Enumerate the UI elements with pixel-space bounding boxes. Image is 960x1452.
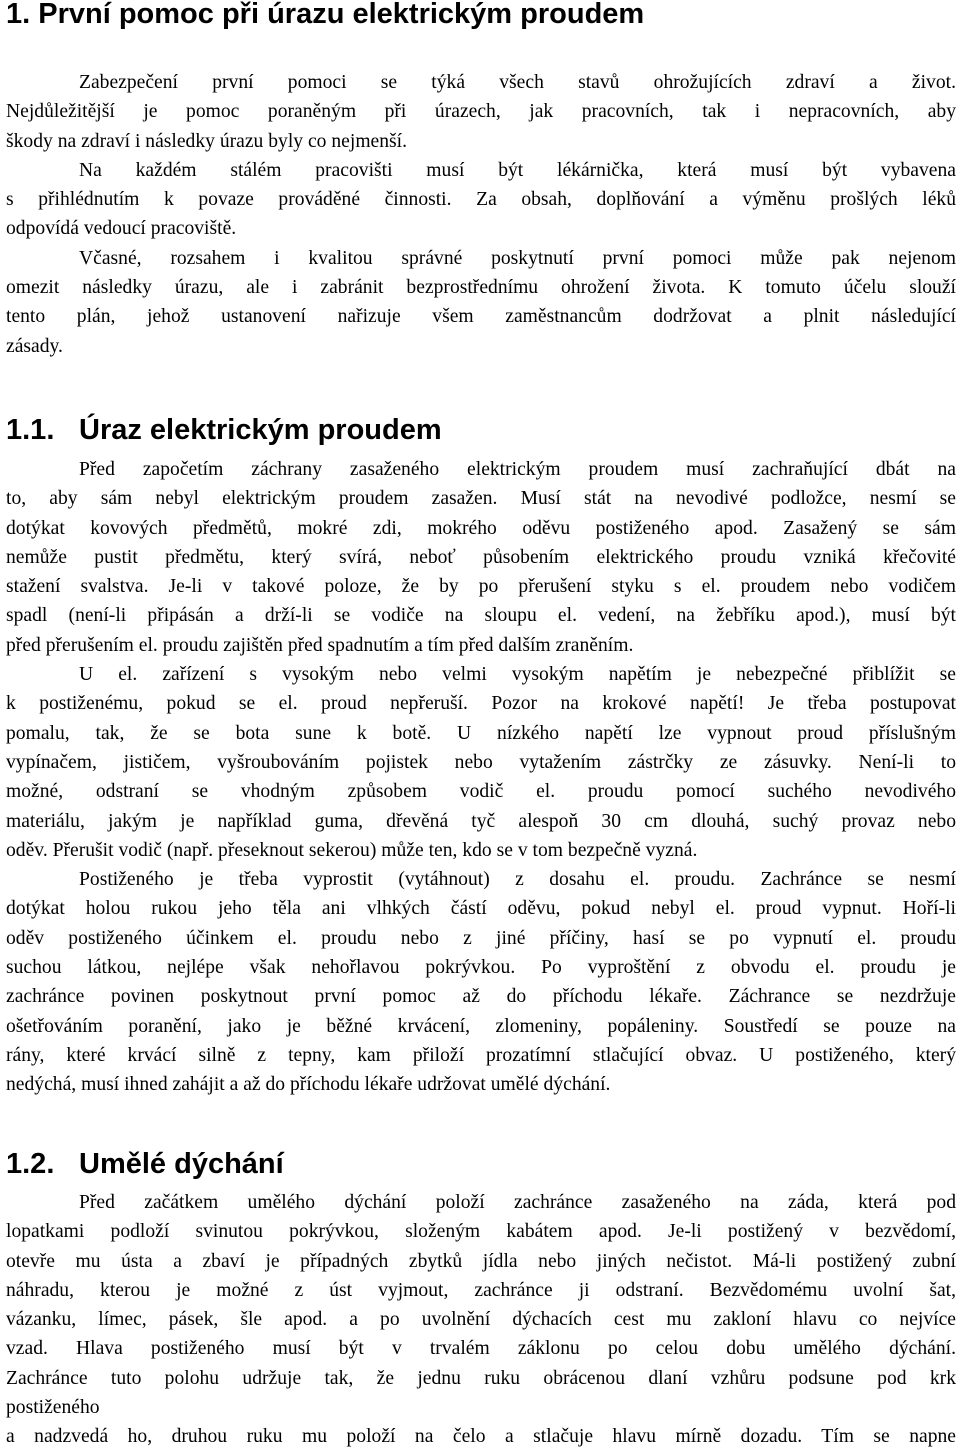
text-line: ošetřováním poranění, jako je běžné krvácení, zlomeniny, popáleniny. Soustředí se pouze na [6,1015,956,1037]
text-line: zásady. [6,335,63,357]
heading-1-2-title: Umělé dýchání [79,1148,284,1180]
text-line: zachránce povinen poskytnout první pomoc až do příchodu lékaře. Záchrance se nezdržuje [6,986,956,1008]
section-1-1-body [6,455,956,1100]
text-line: a nadzvedá ho, druhou ruku mu položí na čelo a stlačuje hlavu mírně dozadu. Tím se napne [6,1426,956,1448]
heading-1-2 [6,1144,284,1184]
text-line: U el. zařízení s vysokým nebo velmi vysokým napětím je nebezpečné přiblížit se [79,664,956,686]
text-line: dotýkat kovových předmětů, mokré zdi, mokrého oděvu postiženého apod. Zasažený se sám [6,517,956,539]
text-line: Nejdůležitější je pomoc poraněným při úrazech, jak pracovních, tak i nepracovních, aby [6,101,956,123]
text-line: Na každém stálém pracovišti musí být lékárnička, která musí být vybavena [79,159,956,181]
text-line: tento plán, jehož ustanovení nařizuje všem zaměstnancům dodržovat a plnit následující [6,306,956,328]
text-line: rány, které krvácí silně z tepny, kam přiloží prozatímní stlačující obvaz. U postiženého, který [6,1044,956,1066]
text-line: nedýchá, musí ihned zahájit a až do příchodu lékaře udržovat umělé dýchání. [6,1074,611,1096]
text-line: před přerušením el. proudu zajištěn před spadnutím a tím před dalším zraněním. [6,634,634,656]
text-line: suchou látkou, nejlépe však nehořlavou pokrývkou. Po vyproštění z obvodu el. proudu je [6,957,956,979]
text-line: Před započetím záchrany zasaženého elektrickým proudem musí zachraňující dbát na [79,459,956,480]
heading-1-title: První pomoc při úrazu elektrickým proudem [38,0,645,30]
heading-1-number: 1. [6,0,39,30]
text-line: odpovídá vedoucí pracoviště. [6,218,237,240]
text-line: otevře mu ústa a zbaví je případných zbytků jídla nebo jiných nečistot. Má-li postižený zubní [6,1250,956,1272]
text-line: oděv. Přerušit vodič (např. přeseknout sekerou) může ten, kdo se v tom bezpečně vyzná. [6,839,698,861]
text-line: oděv postiženého účinkem el. proudu nebo z jiné příčiny, hasí se po vypnutí el. proudu [6,927,956,949]
text-line: Před začátkem umělého dýchání položí zachránce zasaženého na záda, která pod [79,1192,956,1213]
text-line: omezit následky úrazu, ale i zabránit bezprostřednímu ohrožení života. K tomuto účelu slouží [6,277,956,299]
text-line: stažení svalstva. Je-li v takové poloze, že by po přerušení styku s el. proudem nebo vodičem [6,576,956,598]
text-line: k postiženému, pokud se el. proud nepřeruší. Pozor na krokové napětí! Je třeba postupovat [6,693,956,715]
text-line: škody na zdraví i následky úrazu byly co nejmenší. [6,130,408,152]
text-line: vzad. Hlava postiženého musí být v trvalém záklonu po celou dobu umělého dýchání. [6,1338,956,1360]
text-line: Včasné, rozsahem i kvalitou správné poskytnutí první pomoci může pak nejenom [79,247,956,269]
text-line: Zabezpečení první pomoci se týká všech stavů ohrožujících zdraví a život. [79,72,956,93]
section-1-2-body [6,1188,956,1452]
text-line: spadl (není-li připásán a drží-li se vodiče na sloupu el. vedení, na žebříku apod.), musí být [6,605,956,627]
heading-1-2-number: 1.2. [6,1148,55,1180]
text-line: Postiženého je třeba vyprostit (vytáhnout) z dosahu el. proudu. Zachránce se nesmí [79,869,956,891]
text-line: vypínačem, jističem, vyšroubováním pojistek nebo vytažením zástrčky ze zásuvky. Není-li to [6,751,956,773]
text-line: s přihlédnutím k povaze prováděné činnosti. Za obsah, doplňování a výměnu prošlých léků [6,189,956,211]
text-line: pomalu, tak, že se bota sune k botě. U nízkého napětí lze vypnout proud příslušným [6,722,956,744]
heading-1-1 [6,410,442,450]
text-line: možné, odstraní se vhodným způsobem vodič el. proudu pomocí suchého nevodivého [6,781,956,803]
text-line: náhradu, kterou je možné z úst vyjmout, zachránce ji odstraní. Bezvědomému uvolní šat, [6,1279,956,1301]
text-line: Zachránce tuto polohu udržuje tak, že jednu ruku obrácenou dlaní vzhůru podsune pod krk [6,1367,956,1389]
text-line: to, aby sám nebyl elektrickým proudem zasažen. Musí stát na nevodivé podložce, nesmí se [6,488,956,510]
text-line: lopatkami podloží svinutou pokrývkou, složeným kabátem apod. Je-li postižený v bezvědomí, [6,1221,956,1243]
text-line: nemůže pustit předmětu, který svírá, neboť působením elektrického proudu vzniká křečovité [6,546,956,568]
heading-1 [6,0,644,34]
text-line: postiženého [6,1397,100,1419]
heading-1-1-number: 1.1. [6,414,55,446]
text-line: materiálu, jakým je například guma, dřevěná tyč alespoň 30 cm dlouhá, suchý provaz nebo [6,810,956,832]
text-line: vázanku, límec, pásek, šle apod. a po uvolnění dýchacích cest mu zakloní hlavu co nejvíce [6,1309,956,1331]
heading-1-1-title: Úraz elektrickým proudem [79,414,442,446]
intro-paragraphs [6,68,956,361]
text-line: dotýkat holou rukou jeho těla ani vlhkých částí oděvu, pokud nebyl el. proud vypnut. Hoří-li [6,898,956,920]
